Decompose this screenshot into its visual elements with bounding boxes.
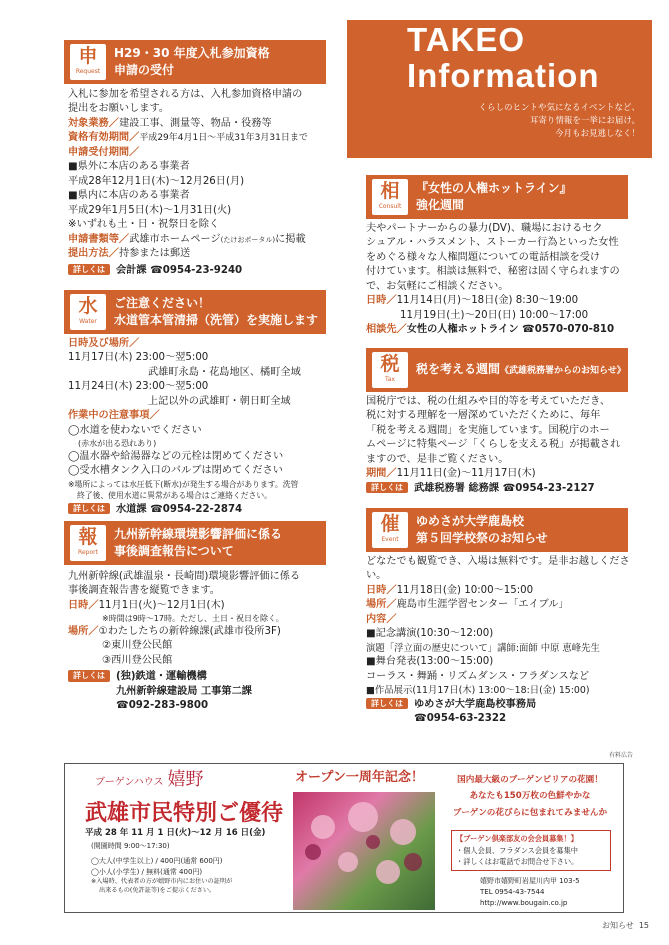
event-badge: 催 Event xyxy=(372,512,408,548)
event-body: どなたでも観覧でき、入場は無料です。是非お越しくださ い。 日時／11月18日(金) 10:00〜15:00 場所／鹿島市生涯学習センター「エイブル」 内容／ ■記念講演(10:30〜12:00) 演題「浮立面の歴史について」講師:面師 中原 恵峰先生 ■舞台発表(13:00〜15:00) コーラス・舞踊・リズムダンス・フラダンスなど ■作品展示(11月17日(木) 13:00〜18:日(金) 15:00) 詳しくは ゆめさが大学鹿島校事務局 ☎0954-63-2322 xyxy=(366,556,630,725)
ad-shop-name: ブーゲンハウス 嬉野 xyxy=(95,769,204,790)
consult-title: 『女性の人権ホットライン』 強化週間 xyxy=(416,180,572,212)
event-title: ゆめさが大学鹿島校 第５回学校祭のお知らせ xyxy=(416,513,548,545)
water-badge: 水 Water xyxy=(70,294,106,330)
tax-header xyxy=(366,348,628,392)
report-title: 九州新幹線環境影響評価に係る 事後調査報告について xyxy=(114,526,283,558)
tax-contact: 武雄税務署 総務課 ☎0954-23-2127 xyxy=(414,482,595,494)
ad-club-box: 【ブーゲン倶楽部友の会会員募集！】 ・個人会員、フラダンス会員を募集中 ・詳しくはお電話でお問合せ下さい。 xyxy=(451,830,611,871)
consult-header xyxy=(366,175,628,219)
advertisement[interactable]: ブーゲンハウス 嬉野 武雄市民特別ご優待 平成 28 年 11 月 1 日(火)〜12 月 16 日(金) (開園時間 9:00〜17:30) ◯大人(中学生以上) / 400円(通常 600円) ◯小人(小学生) / 無料(通常 400円) ※入場時、代表者の方が嬉野市内にお住いの証明が 出来るもの(免許証等)をご提示ください。 オープン一周年記念！ 国内最大級のブーゲンビリアの花園！ あなたも150万枚の色鮮やかな ブーゲンの花びらに包まれてみませんか 【ブーゲン倶楽部友の会会員募集！】 ・個人会員、フラダンス会員を募集中 ・詳しくはお電話でお問合せ下さい。 嬉野市嬉野町岩屋川内甲 103-5 TEL 0954-43-7544 http://www.bougain.co.jp xyxy=(64,763,624,913)
request-badge: 申 Request xyxy=(70,44,106,80)
consult-body: 夫やパートナーからの暴力(DV)、職場におけるセク シュアル・ハラスメント、ストーカー行為といった女性 をめぐる様々な人権問題についての電話相談を受け 付けています。相談は無料で、秘密は固く守られますの で、お気軽にご相談ください。 日時／11月14日(月)〜18日(金) 8:30〜19:00 11月19日(土)〜20日(日) 10:00〜17:00 相談先／女性の人権ホットライン ☎0570-070-810 xyxy=(366,223,620,336)
water-contact: 水道課 ☎0954-22-2874 xyxy=(116,503,243,515)
request-body: 入札に参加を希望される方は、入札参加資格申請の 提出をお願いします。 対象業務／建設工事、測量等、物品・役務等 資格有効期間／平成29年4月1日〜平成31年3月31日まで 申請受付期間／ ■県外に本店のある事業者 平成28年12月1日(木)〜12月26日(月) ■県内に本店のある事業者 平成29年1月5日(木)〜1月31日(火) ※いずれも土・日・祝祭日を除く 申請書類等／武雄市ホームページ(たけおポータル)に掲載 提出方法／持参または郵送 詳しくは 会計課 ☎0954-23-9240 xyxy=(68,89,308,276)
report-detail-tag: 詳しくは xyxy=(68,670,110,681)
brand-header xyxy=(347,20,652,158)
report-body: 九州新幹線(武雄温泉・長崎間)環境影響評価に係る 事後調査報告書を縦覧できます。 日時／11月1日(火)〜12月1日(木) ※時間は9時〜17時。ただし、土日・祝日を除く。 場所／①わたしたちの新幹線課(武雄市役所3F) ②東川登公民館 ③西川登公民館 詳しくは (独)鉄道・運輸機構 九州新幹線建設局 工事第二課 ☎092-283-9800 xyxy=(68,571,301,712)
water-title: ご注意ください！ 水道管本管清掃（洗管）を実施します xyxy=(114,295,319,327)
water-body: 日時及び場所／ 11月17日(木) 23:00〜翌5:00 武雄町永島・花島地区、橘町全域 11月24日(木) 23:00〜翌5:00 上記以外の武雄町・朝日町全域 作業中の注意事項／ ◯水道を使わないでください (赤水が出る恐れあり) ◯温水器や給湯器などの元栓は閉めてください ◯受水槽タンク入口のバルブは閉めてください ※場所によっては水圧低下(断水)が発生する場合があります。洗管 終了後、使用水道に異常がある場合はご連絡ください。 詳しくは 水道課 ☎0954-22-2874 xyxy=(68,338,301,515)
tax-badge: 税 Tax xyxy=(372,352,408,388)
page-footer: お知らせ 15 xyxy=(601,921,649,930)
event-header xyxy=(366,508,628,552)
water-detail-tag: 詳しくは xyxy=(68,503,110,514)
ad-headline: 武雄市民特別ご優待 xyxy=(85,800,284,826)
request-detail-tag: 詳しくは xyxy=(68,264,110,275)
ad-label: 有料広告 xyxy=(608,752,633,759)
tax-title: 税を考える週間《武雄税務署からのお知らせ》 xyxy=(416,362,626,377)
tax-detail-tag: 詳しくは xyxy=(366,482,408,493)
ad-flower-photo xyxy=(293,792,435,910)
report-header xyxy=(64,521,326,565)
water-header xyxy=(64,290,326,334)
report-badge: 報 Report xyxy=(70,525,106,561)
brand-title: TAKEO Information xyxy=(407,21,600,95)
tax-body: 国税庁では、税の仕組みや目的等を考えていただき、 税に対する理解を一層深めていただくために、毎年 「税を考える週間」を実施しています。国税庁のホー ムページに特集ページ「くらしを支える税」が掲載され ますので、是非ご覧ください。 期間／11月11日(金)〜11月17日(木) 詳しくは 武雄税務署 総務課 ☎0954-23-2127 xyxy=(366,396,621,494)
request-header xyxy=(64,40,326,84)
consult-badge: 相 Consult xyxy=(372,179,408,215)
event-detail-tag: 詳しくは xyxy=(366,698,408,709)
brand-tagline: くらしのヒントや気になるイベントなど、 耳寄り情報を一挙にお届け。 今月もお見逃しなく！ xyxy=(478,103,640,140)
request-title: H29・30 年度入札参加資格 申請の受付 xyxy=(114,45,270,77)
request-contact: 会計課 ☎0954-23-9240 xyxy=(116,264,243,276)
